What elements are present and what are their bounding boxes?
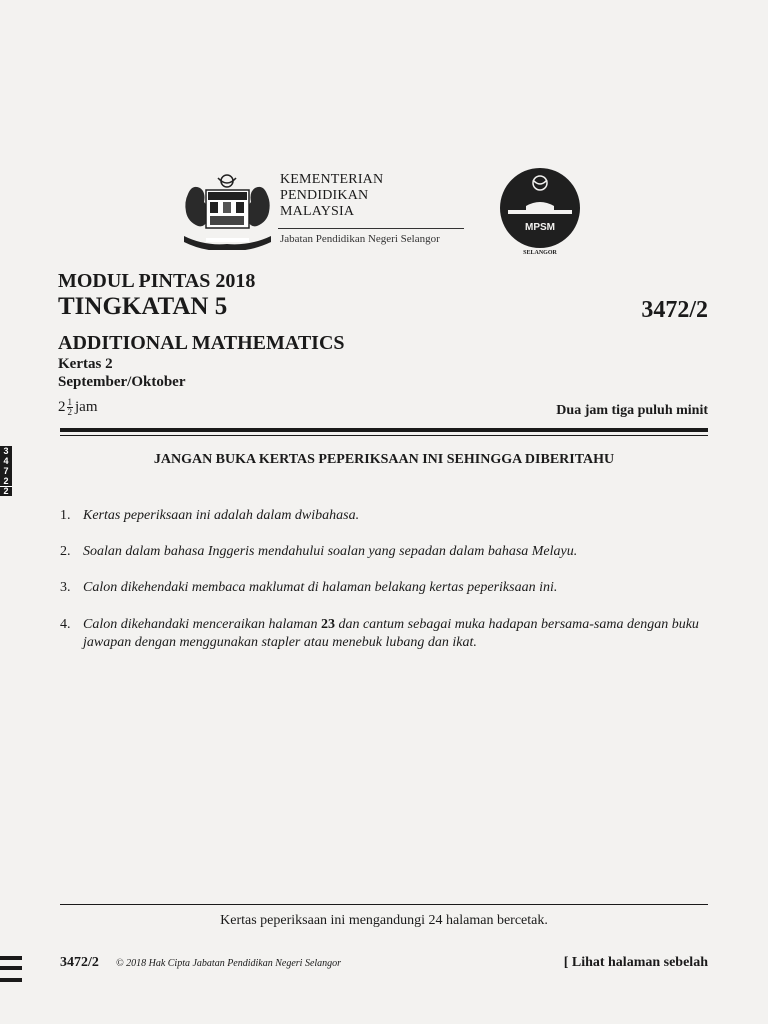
- header-divider: [278, 228, 464, 229]
- ministry-line: KEMENTERIAN: [280, 172, 384, 187]
- fraction-numerator: 1: [67, 397, 72, 407]
- mpsm-acronym: MPSM: [525, 222, 555, 233]
- copyright-notice: © 2018 Hak Cipta Jabatan Pendidikan Negeri Selangor: [116, 958, 342, 969]
- coat-of-arms-logo: [180, 172, 275, 250]
- paper-code: 3472/2: [641, 297, 708, 323]
- instruction-item: [60, 616, 710, 652]
- instruction-text: Kertas peperiksaan ini adalah dalam dwibahasa.: [83, 508, 360, 523]
- ministry-line: MALAYSIA: [280, 204, 355, 219]
- title-divider-thin: [60, 435, 708, 436]
- instruction-item: [60, 579, 710, 597]
- alignment-bar: [0, 956, 22, 960]
- duration: [58, 398, 98, 417]
- duration-unit: jam: [75, 399, 98, 415]
- spine-char: 3: [3, 446, 9, 456]
- instruction-number: 3.: [60, 580, 71, 595]
- spine-char: 4: [3, 456, 9, 466]
- instruction-number: 1.: [60, 508, 71, 523]
- instruction-text: Soalan dalam bahasa Inggeris mendahului soalan yang sepadan dalam bahasa Melayu.: [83, 544, 578, 559]
- instruction-text-part: dan cantum sebagai muka hadapan bersama-sama dengan buku jawapan dengan menggunakan stapler atau menebuk lubang dan ikat.: [83, 617, 699, 650]
- subject-title: ADDITIONAL MATHEMATICS: [58, 332, 345, 354]
- instruction-item: [60, 543, 710, 561]
- logo-label: SELANGOR: [523, 250, 557, 256]
- ministry-line: PENDIDIKAN: [280, 188, 369, 203]
- instruction-text: [83, 616, 710, 652]
- page-count-note: Kertas peperiksaan ini mengandungi 24 halaman bercetak.: [220, 913, 548, 928]
- footer-divider: [60, 904, 708, 905]
- instruction-item: [60, 507, 710, 525]
- spine-char: 7: [3, 466, 9, 476]
- paper-number: Kertas 2: [58, 356, 113, 372]
- form-title: TINGKATAN 5: [58, 293, 228, 320]
- department-name: Jabatan Pendidikan Negeri Selangor: [280, 233, 440, 245]
- duration-text: Dua jam tiga puluh minit: [556, 403, 708, 418]
- module-title: MODUL PINTAS 2018: [58, 270, 256, 292]
- instruction-number: 2.: [60, 544, 71, 559]
- ministry-name: [280, 172, 383, 220]
- instruction-text: Calon dikehendaki membaca maklumat di halaman belakang kertas peperiksaan ini.: [83, 580, 558, 595]
- spine-char: 2: [0, 476, 12, 487]
- spine-code: [0, 446, 12, 496]
- spine-char: 2: [3, 486, 9, 496]
- next-page-note: [ Lihat halaman sebelah: [563, 955, 708, 970]
- duration-fraction: [67, 398, 74, 417]
- alignment-bar: [0, 966, 22, 970]
- alignment-bar: [0, 978, 22, 982]
- title-divider-thick: [60, 428, 708, 432]
- instruction-text-part: Calon dikehandaki menceraikan halaman: [83, 617, 321, 632]
- duration-whole: 2: [58, 399, 66, 415]
- exam-month: September/Oktober: [58, 374, 186, 390]
- footer-paper-code: 3472/2: [60, 955, 99, 970]
- warning-heading: JANGAN BUKA KERTAS PEPERIKSAAN INI SEHINGGA DIBERITAHU: [153, 452, 615, 467]
- mpsm-logo: [498, 166, 582, 250]
- fraction-denominator: 2: [67, 407, 72, 417]
- page-number: 23: [320, 617, 335, 632]
- instruction-number: 4.: [60, 617, 71, 632]
